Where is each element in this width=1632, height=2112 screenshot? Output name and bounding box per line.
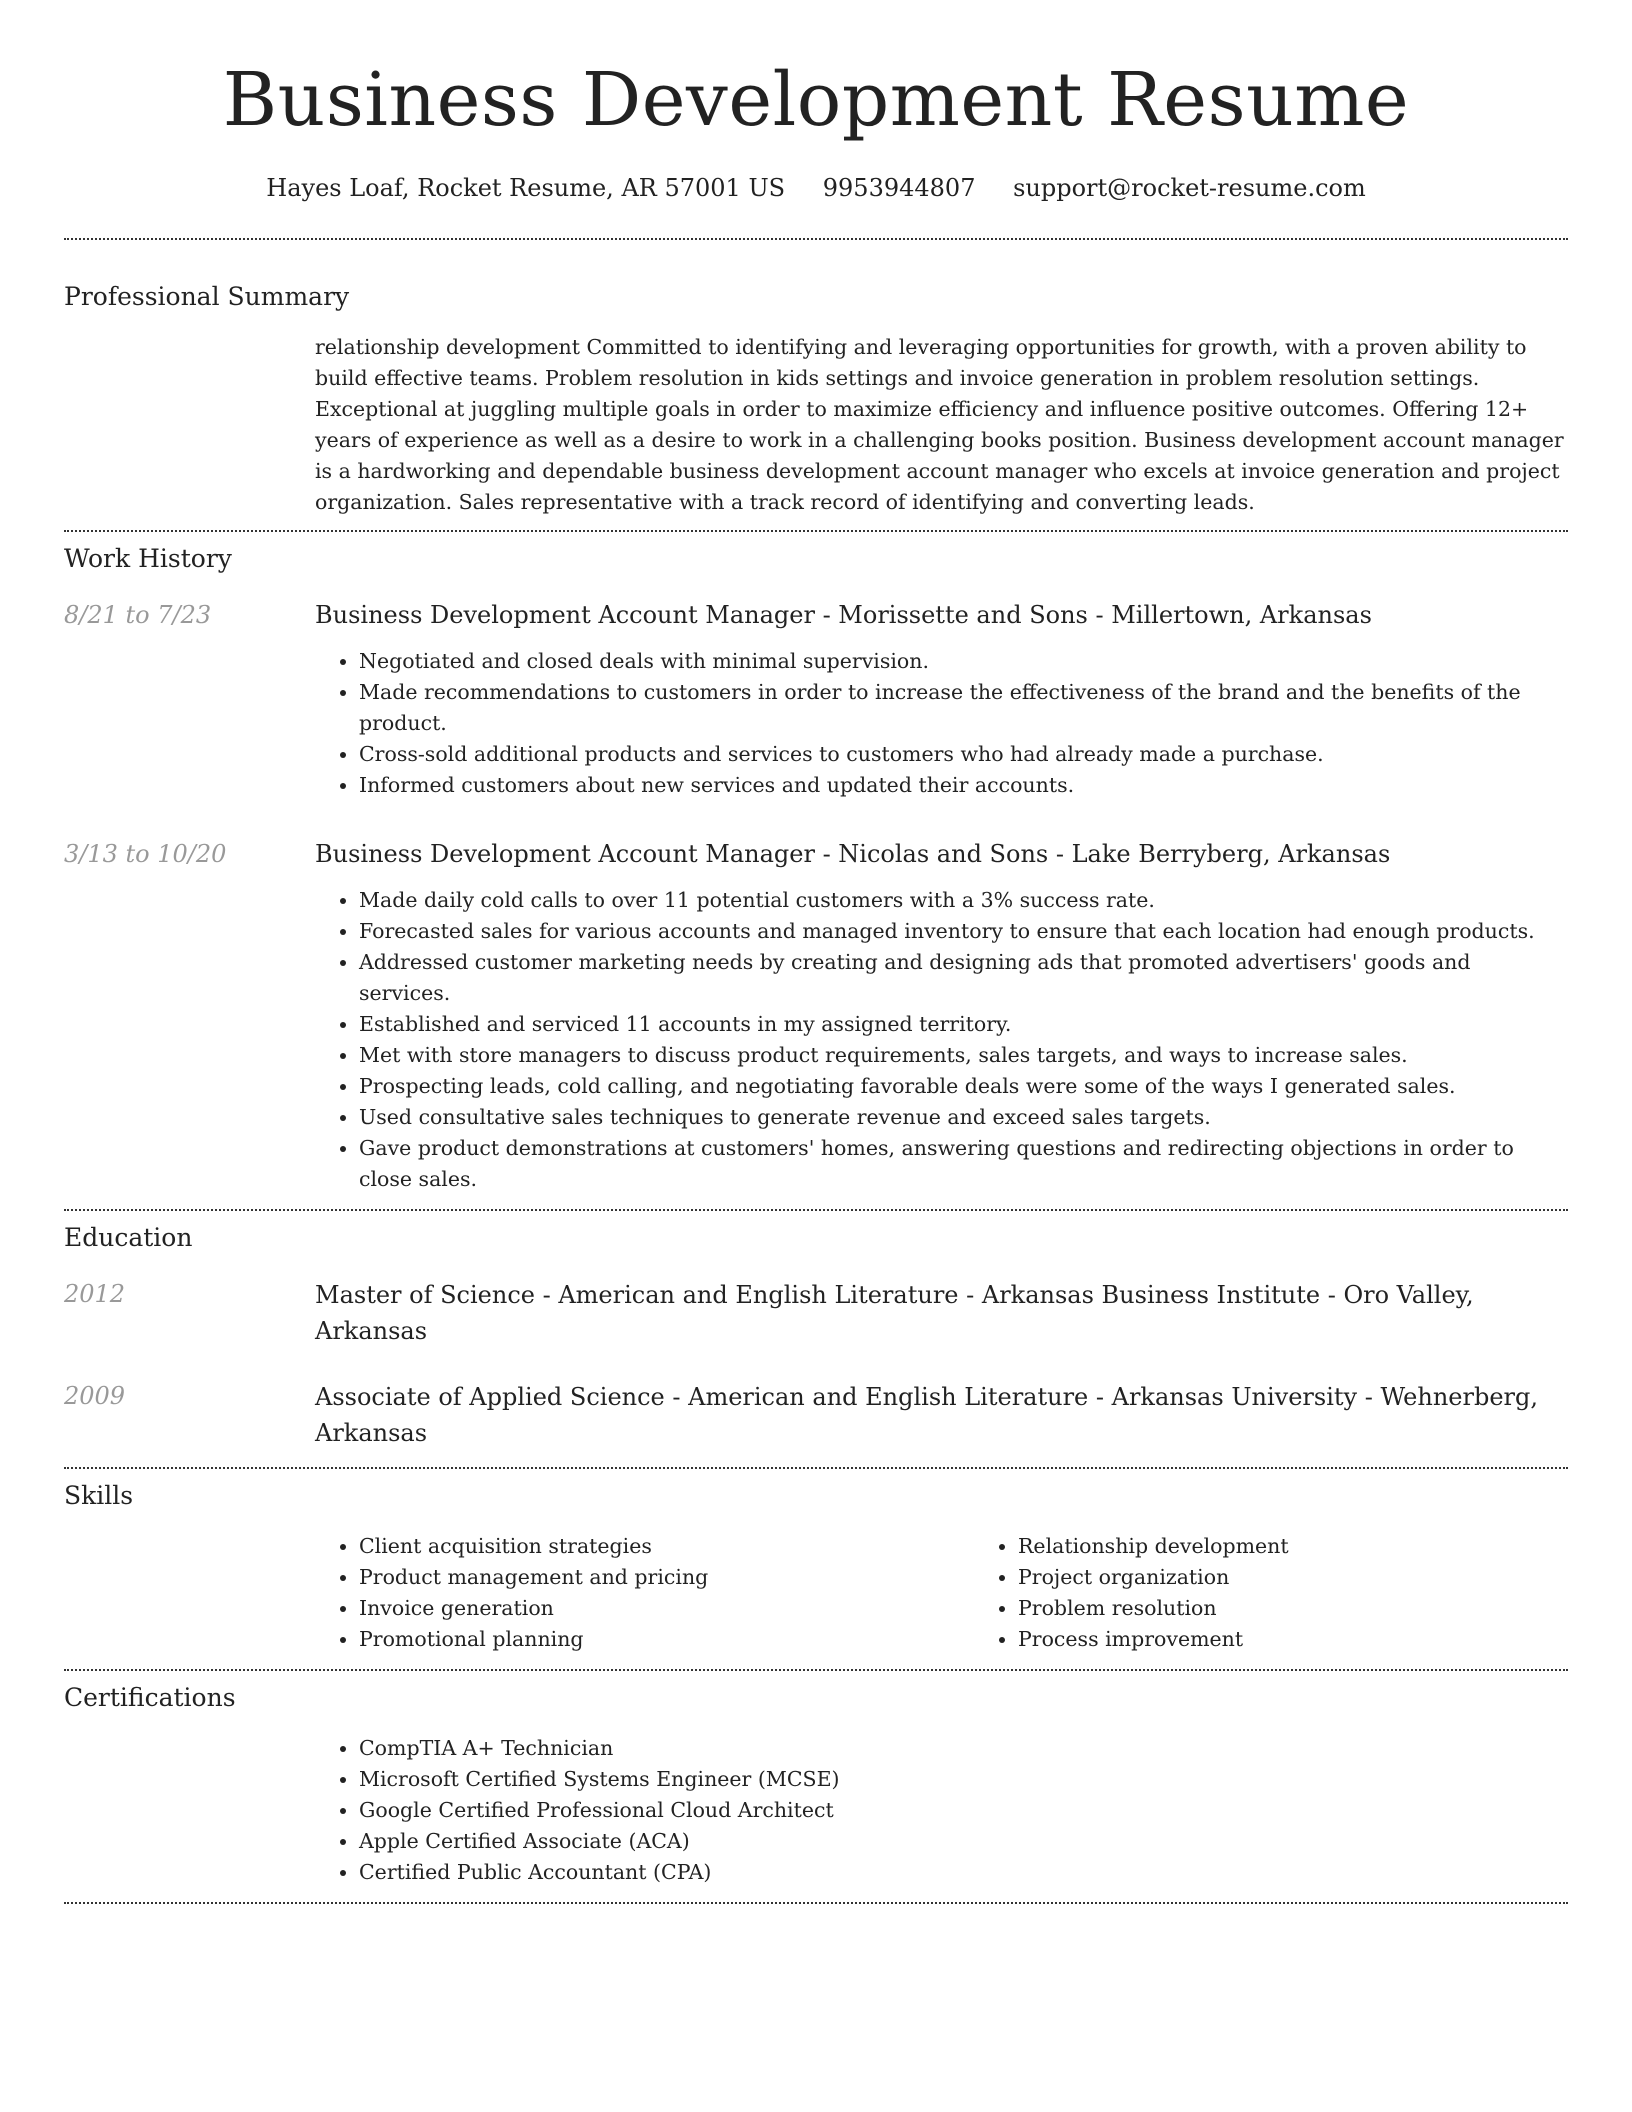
summary-section bbox=[64, 240, 1568, 530]
skills-heading: Skills bbox=[64, 1481, 134, 1510]
list-item: • Established and serviced 11 accounts in my assigned territory. bbox=[359, 1009, 1568, 1040]
list-item: • Project organization bbox=[1018, 1562, 1632, 1593]
education-title: Master of Science - American and English Literature - Arkansas Business Institute - Oro Valley, Arkansas bbox=[315, 1281, 1474, 1345]
list-item: • Forecasted sales for various accounts and managed inventory to ensure that each location had enough products. bbox=[359, 916, 1568, 947]
list-item: • Microsoft Certified Systems Engineer (MCSE) bbox=[359, 1764, 1568, 1795]
list-item: • Addressed customer marketing needs by creating and designing ads that promoted advertisers' goods and services. bbox=[359, 947, 1568, 1009]
education-entry bbox=[64, 1379, 1568, 1451]
job-dates: 8/21 to 7/23 bbox=[64, 601, 212, 629]
list-item: • Certified Public Accountant (CPA) bbox=[359, 1857, 1568, 1888]
skills-column-1 bbox=[315, 1531, 974, 1655]
list-item: • Made recommendations to customers in order to increase the effectiveness of the brand and the benefits of the product. bbox=[359, 677, 1568, 739]
skills-left-spacer bbox=[64, 1531, 315, 1655]
resume-header bbox=[64, 0, 1568, 204]
education-section bbox=[64, 1211, 1568, 1467]
contact-phone: 9953944807 bbox=[822, 174, 976, 202]
job-entry bbox=[64, 598, 1568, 801]
list-item: • Informed customers about new services and updated their accounts. bbox=[359, 770, 1568, 801]
education-title: Associate of Applied Science - American and English Literature - Arkansas University - Wehnerberg, Arkansas bbox=[315, 1383, 1539, 1447]
work-history-section bbox=[64, 532, 1568, 1209]
list-item: • Apple Certified Associate (ACA) bbox=[359, 1826, 1568, 1857]
list-item: • Process improvement bbox=[1018, 1624, 1632, 1655]
list-item: • Met with store managers to discuss product requirements, sales targets, and ways to increase sales. bbox=[359, 1040, 1568, 1071]
list-item: • Relationship development bbox=[1018, 1531, 1632, 1562]
certifications-heading: Certifications bbox=[64, 1683, 236, 1712]
summary-heading: Professional Summary bbox=[64, 282, 350, 311]
job-title: Business Development Account Manager - Morissette and Sons - Millertown, Arkansas bbox=[315, 601, 1372, 629]
certifications-left-spacer bbox=[64, 1733, 315, 1888]
education-heading: Education bbox=[64, 1223, 193, 1252]
list-item: • Gave product demonstrations at customers' homes, answering questions and redirecting objections in order to close sales. bbox=[359, 1133, 1568, 1195]
job-bullets bbox=[315, 885, 1568, 1195]
list-item: • Client acquisition strategies bbox=[359, 1531, 974, 1562]
certifications-list bbox=[315, 1733, 1568, 1888]
section-divider bbox=[64, 1902, 1568, 1904]
job-title: Business Development Account Manager - Nicolas and Sons - Lake Berryberg, Arkansas bbox=[315, 840, 1391, 868]
list-item: • Google Certified Professional Cloud Architect bbox=[359, 1795, 1568, 1826]
list-item: • Negotiated and closed deals with minimal supervision. bbox=[359, 646, 1568, 677]
list-item: • Made daily cold calls to over 11 potential customers with a 3% success rate. bbox=[359, 885, 1568, 916]
list-item: • Invoice generation bbox=[359, 1593, 974, 1624]
skills-section bbox=[64, 1469, 1568, 1669]
certifications-section bbox=[64, 1671, 1568, 1902]
education-entry bbox=[64, 1277, 1568, 1349]
list-item: • Product management and pricing bbox=[359, 1562, 974, 1593]
contact-email: support@rocket-resume.com bbox=[1013, 174, 1366, 202]
resume-title: Business Development Resume bbox=[222, 57, 1410, 143]
summary-text: relationship development Committed to identifying and leveraging opportunities for growth, with a proven ability to build effective teams. Problem resolution in kids settings and invoice generation in problem resolution settings. Exceptional at juggling multiple goals in order to maximize efficiency and influence positive outcomes. Offering 12+ years of experience as well as a desire to work in a challenging books position. Business development account manager is a hardworking and dependable business development account manager who excels at invoice generation and project organization. Sales representative with a track record of identifying and converting leads. bbox=[315, 335, 1564, 514]
work-history-heading: Work History bbox=[64, 544, 232, 573]
summary-left-spacer bbox=[64, 332, 315, 518]
education-year: 2012 bbox=[64, 1280, 126, 1308]
skills-column-2 bbox=[974, 1531, 1632, 1655]
job-entry bbox=[64, 837, 1568, 1195]
list-item: • Promotional planning bbox=[359, 1624, 974, 1655]
list-item: • Problem resolution bbox=[1018, 1593, 1632, 1624]
contact-line bbox=[64, 172, 1568, 204]
education-year: 2009 bbox=[64, 1382, 126, 1410]
list-item: • Prospecting leads, cold calling, and negotiating favorable deals were some of the ways I generated sales. bbox=[359, 1071, 1568, 1102]
job-bullets bbox=[315, 646, 1568, 801]
contact-address: Hayes Loaf, Rocket Resume, AR 57001 US bbox=[266, 174, 786, 202]
list-item: • Used consultative sales techniques to generate revenue and exceed sales targets. bbox=[359, 1102, 1568, 1133]
list-item: • Cross-sold additional products and services to customers who had already made a purchase. bbox=[359, 739, 1568, 770]
job-dates: 3/13 to 10/20 bbox=[64, 840, 227, 868]
list-item: • CompTIA A+ Technician bbox=[359, 1733, 1568, 1764]
